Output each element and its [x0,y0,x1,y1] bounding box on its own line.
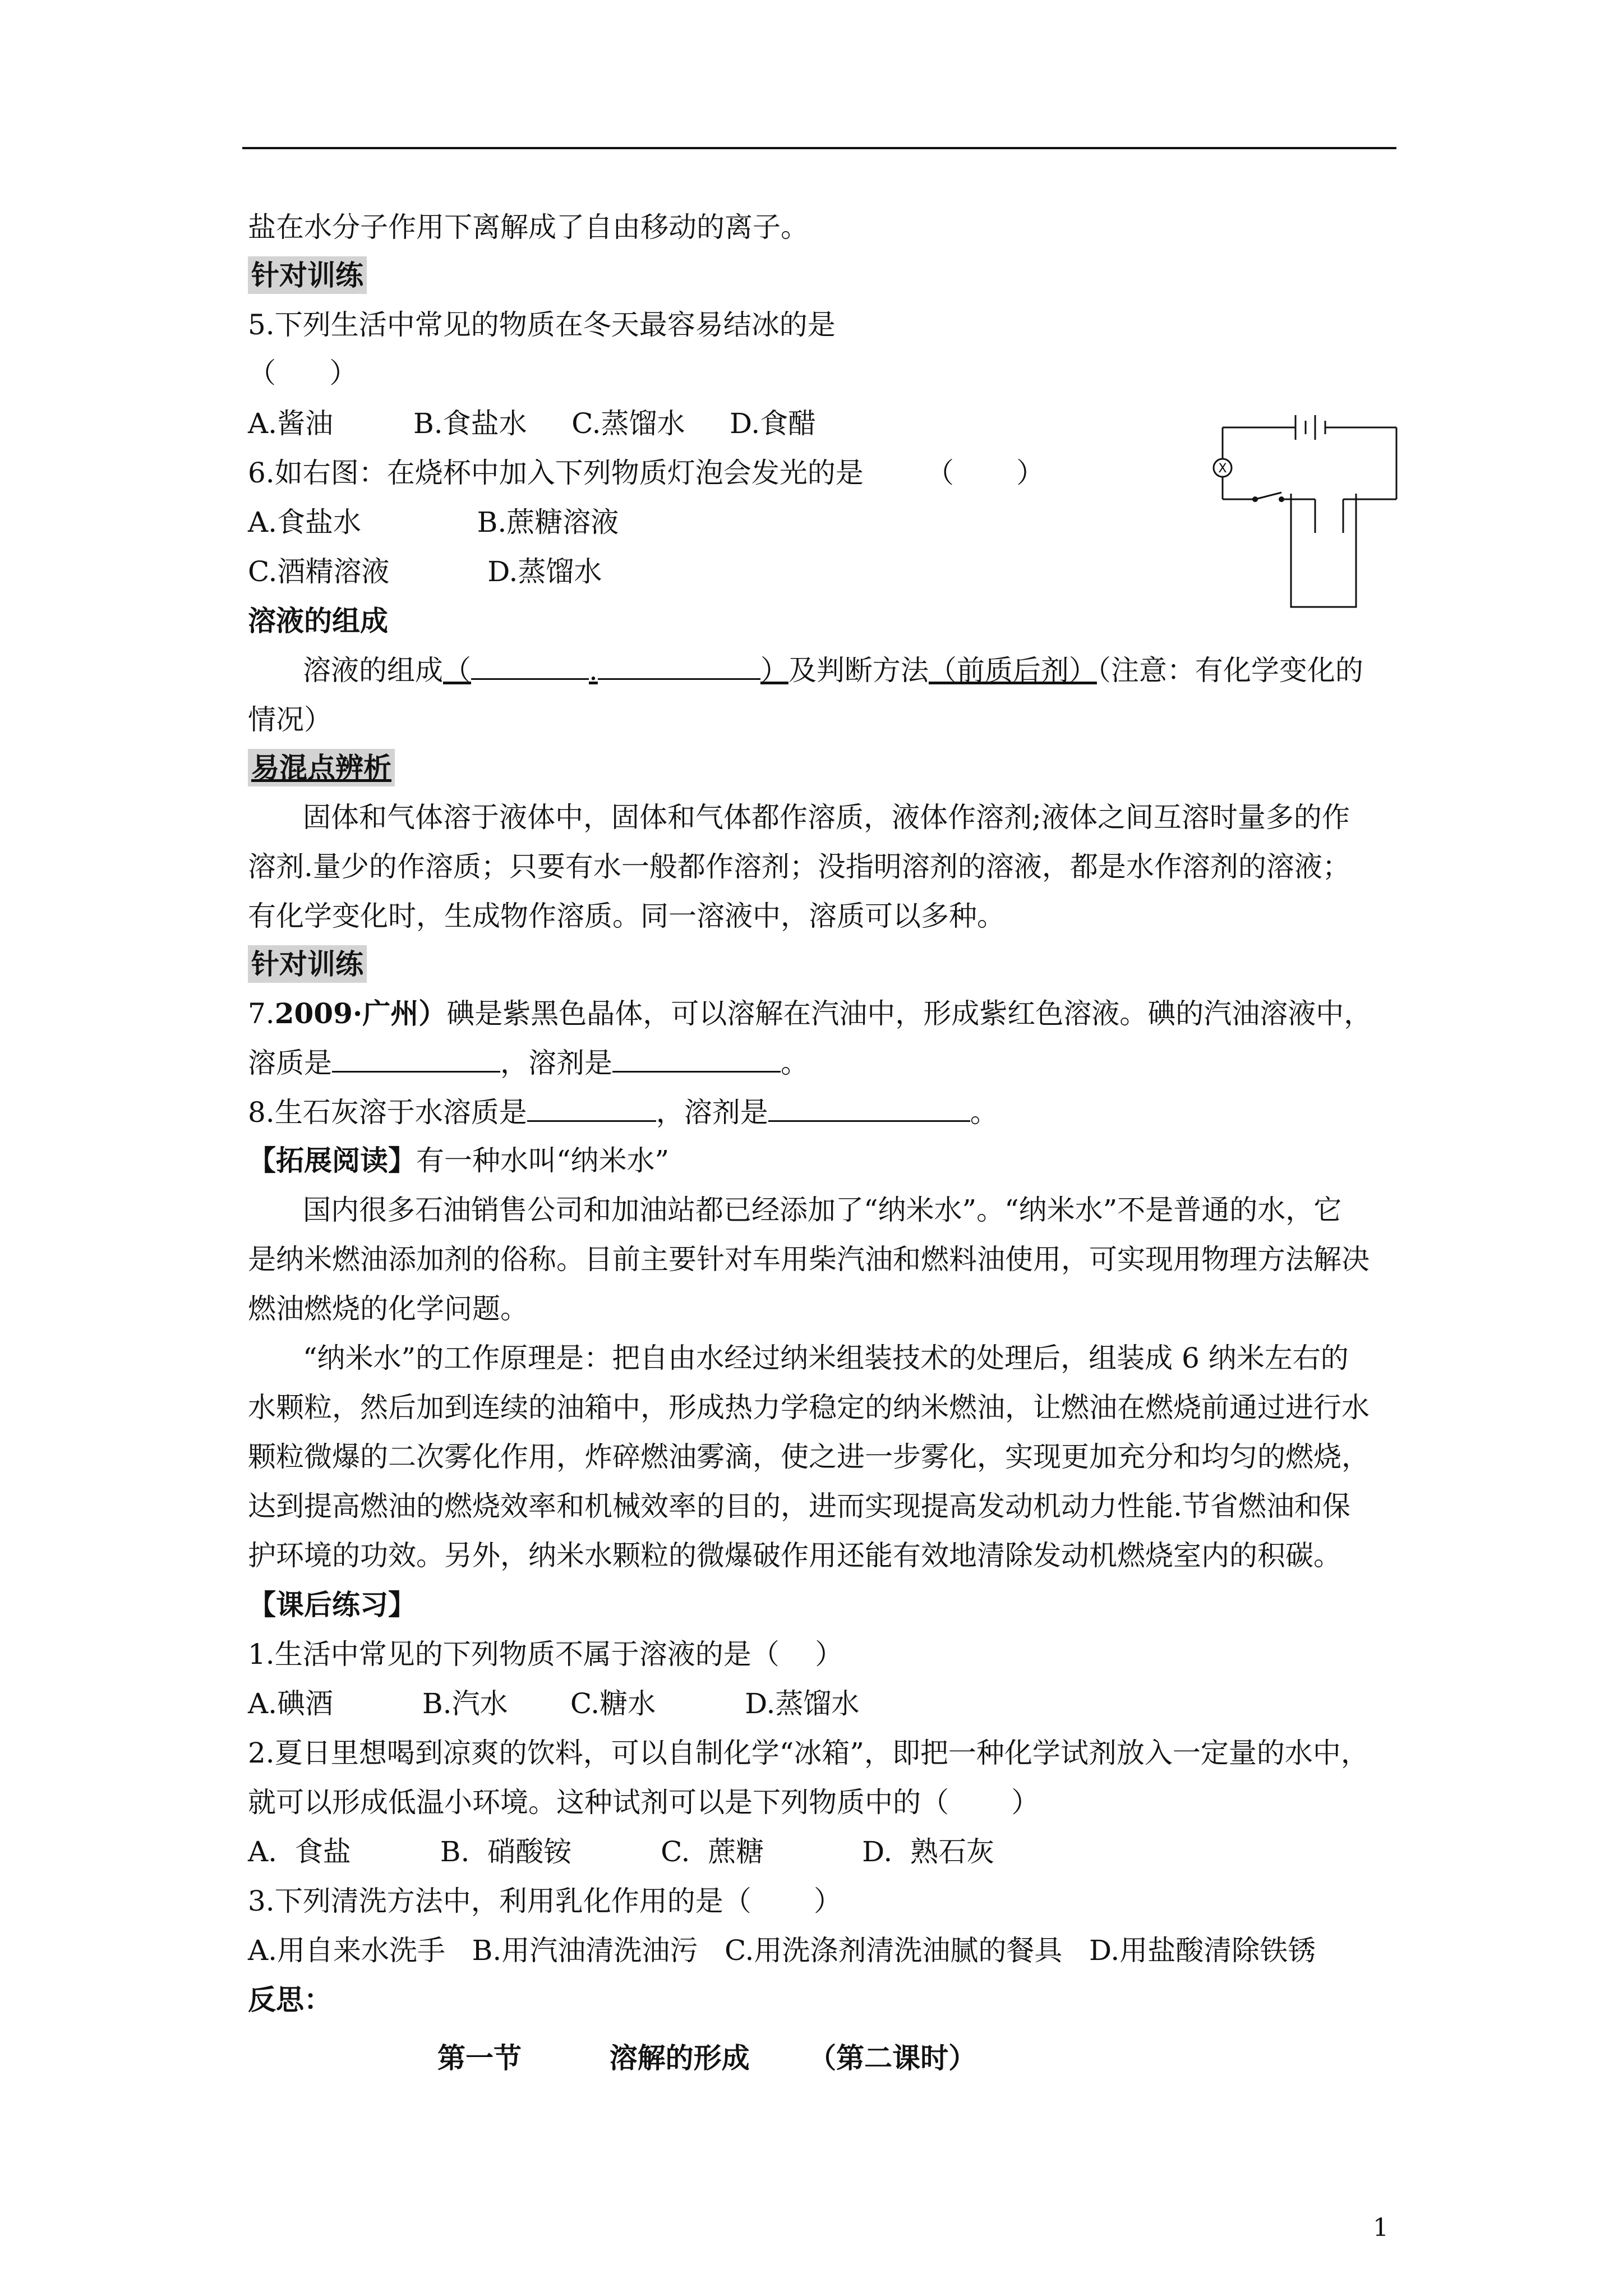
reading-line: 护环境的功效。另外，纳米水颗粒的微爆破作用还能有效地清除发动机燃烧室内的积碳。 [248,1539,1341,1572]
exercise-2-options: A. 食盐 B. 硝酸铵 C. 蔗糖 D. 熟石灰 [248,1835,995,1868]
question-6: 6.如右图：在烧杯中加入下列物质灯泡会发光的是 （ ） [248,457,1045,489]
section-heading: 易混点辨析 [248,749,395,786]
composition-line-2: 情况） [248,703,332,736]
bulb-label: X [1218,462,1227,476]
section-heading: 溶液的组成 [248,604,388,637]
exercise-3-options: A.用自来水洗手 B.用汽油清洗油污 C.用洗涤剂清洗油腻的餐具 D.用盐酸清除铁锈 [248,1934,1316,1967]
question-7-blanks: 溶质是 ，溶剂是 。 [248,1047,809,1079]
reading-line: 达到提高燃油的燃烧效率和机械效率的目的，进而实现提高发动机动力性能.节省燃油和保 [248,1490,1350,1522]
page-number: 1 [1373,2214,1389,2242]
reflection-label: 反思： [248,1983,332,2016]
question-5: 5.下列生活中常见的物质在冬天最容易结冰的是 [248,309,836,341]
reading-heading: 【拓展阅读】有一种水叫“纳米水” [248,1144,670,1177]
exercise-1-options: A.碘酒 B.汽水 C.糖水 D.蒸馏水 [248,1687,860,1720]
question-5-answer: （ ） [248,357,358,389]
question-6-options-cd: C.酒精溶液 D.蒸馏水 [248,555,602,588]
section-heading: 针对训练 [248,257,367,294]
question-7: 7.2009·广州）碘是紫黑色晶体，可以溶解在汽油中，形成紫红色溶液。碘的汽油溶液中， [248,997,1372,1030]
section-heading: 针对训练 [248,946,367,983]
section-title: 第一节 溶解的形成 （第二课时） [437,2041,977,2074]
header-rule [242,147,1396,149]
homework-heading: 【课后练习】 [248,1588,416,1621]
reading-line: 国内很多石油销售公司和加油站都已经添加了“纳米水”。“纳米水”不是普通的水，它 [303,1194,1342,1226]
exercise-2-line-2: 就可以形成低温小环境。这种试剂可以是下列物质中的（ ） [248,1786,1040,1819]
reading-line: “纳米水”的工作原理是：把自由水经过纳米组装技术的处理后，组装成 6 纳米左右的 [303,1342,1349,1374]
circuit-diagram [1206,404,1408,617]
paragraph-line: 固体和气体溶于液体中，固体和气体都作溶质，液体作溶剂;液体之间互溶时量多的作 [303,801,1350,834]
paragraph-line: 有化学变化时，生成物作溶质。同一溶液中，溶质可以多种。 [248,900,1005,932]
question-8: 8.生石灰溶于水溶质是 ，溶剂是 。 [248,1096,998,1129]
exercise-1: 1.生活中常见的下列物质不属于溶液的是（ ） [248,1638,843,1671]
text-line: 盐在水分子作用下离解成了自由移动的离子。 [248,211,809,243]
paragraph-line: 溶剂.量少的作溶质；只要有水一般都作溶剂；没指明溶剂的溶液，都是水作溶剂的溶液； [248,850,1350,883]
reading-line: 燃油燃烧的化学问题。 [248,1292,528,1325]
reading-line: 颗粒微爆的二次雾化作用，炸碎燃油雾滴，使之进一步雾化，实现更加充分和均匀的燃烧， [248,1441,1370,1473]
composition-line: 溶液的组成（ . ）及判断方法（前质后剂）（注意：有化学变化的 [303,654,1363,687]
exercise-2: 2.夏日里想喝到凉爽的饮料，可以自制化学“冰箱”，即把一种化学试剂放入一定量的水中， [248,1737,1369,1769]
reading-line: 是纳米燃油添加剂的俗称。目前主要针对车用柴汽油和燃料油使用，可实现用物理方法解决 [248,1243,1370,1276]
reading-line: 水颗粒，然后加到连续的油箱中，形成热力学稳定的纳米燃油，让燃油在燃烧前通过进行水 [248,1391,1370,1424]
question-5-options: A.酱油 B.食盐水 C.蒸馏水 D.食醋 [248,407,817,440]
exercise-3: 3.下列清洗方法中，利用乳化作用的是（ ） [248,1885,842,1917]
question-6-options-ab: A.食盐水 B.蔗糖溶液 [248,506,619,539]
